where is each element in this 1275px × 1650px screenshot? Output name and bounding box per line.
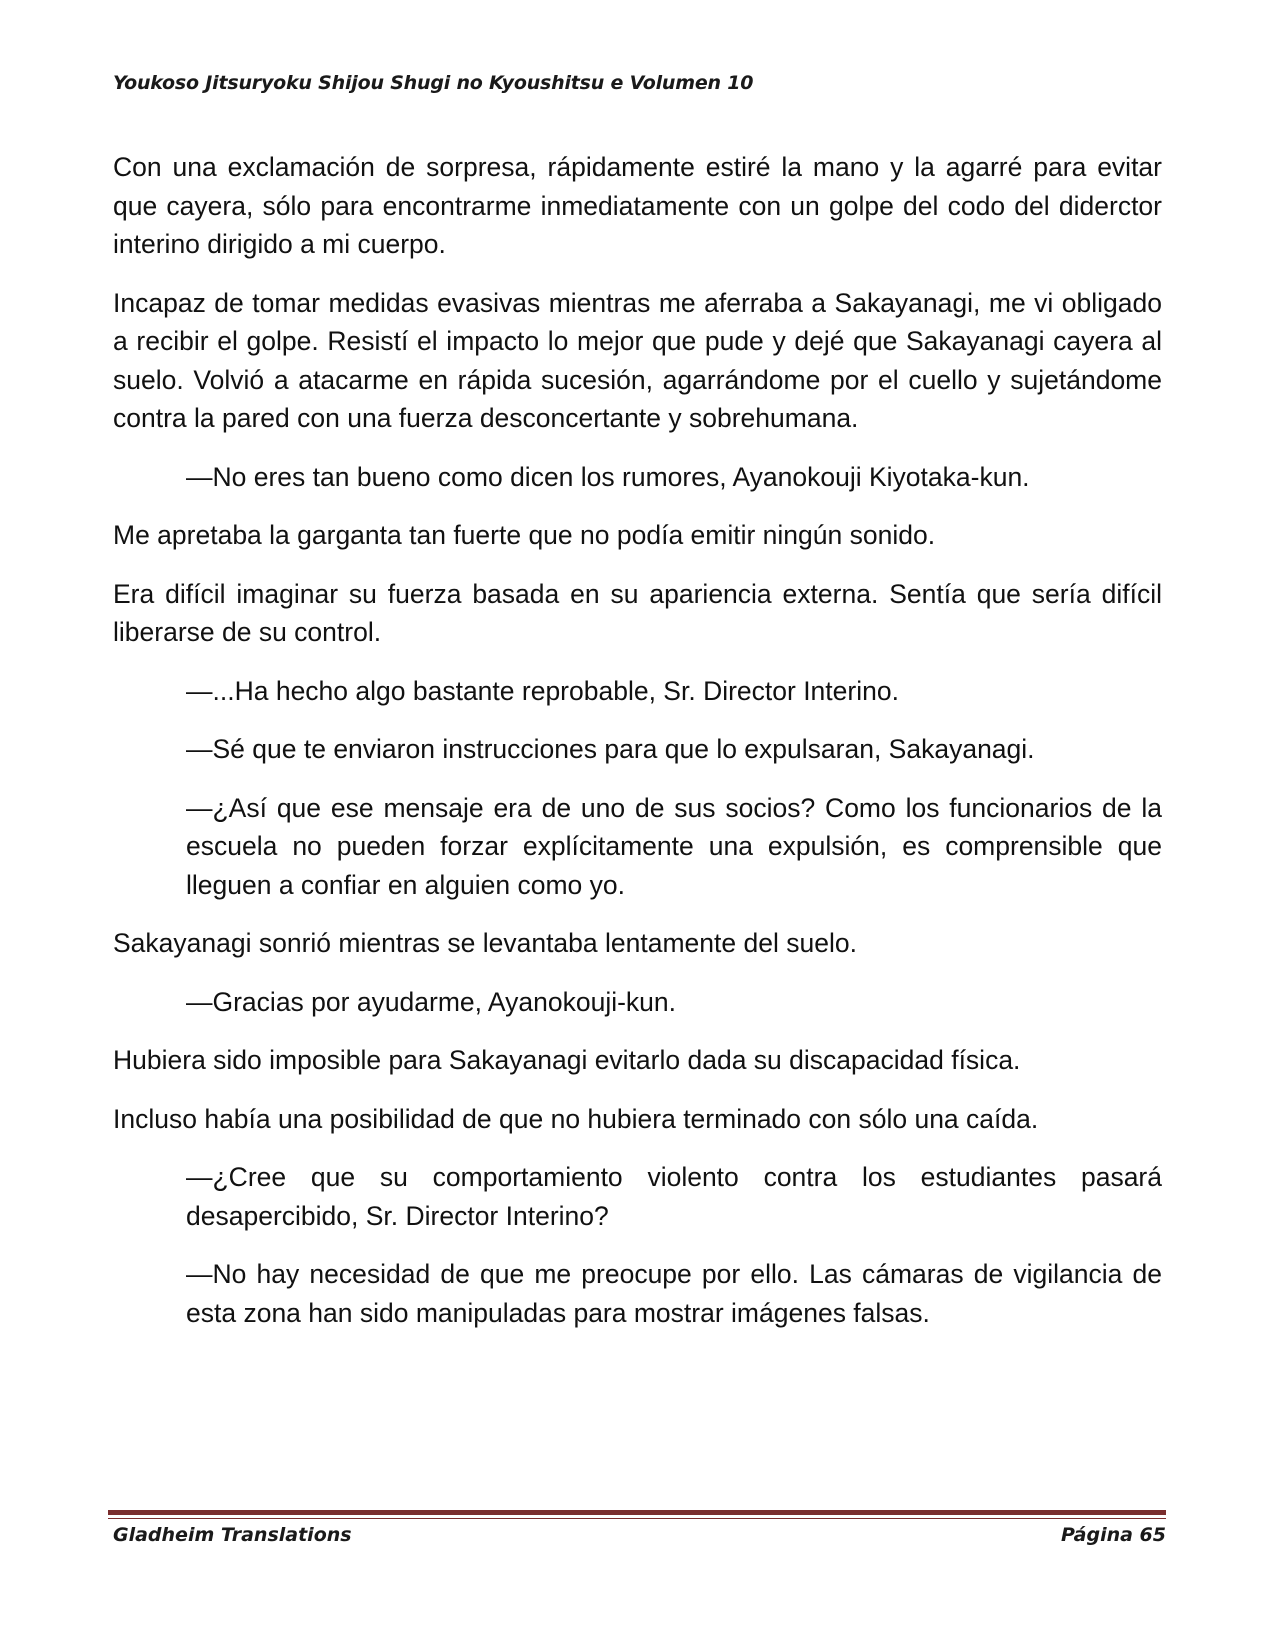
paragraph: Incluso había una posibilidad de que no hubiera terminado con sólo una caída. [113, 1103, 1039, 1134]
page-body [113, 148, 1162, 1352]
page-number: Página 65 [1060, 1524, 1166, 1546]
dialogue-line: —...Ha hecho algo bastante reprobable, Sr. Director Interino. [186, 675, 899, 706]
footer-divider-thin [108, 1518, 1166, 1519]
paragraph: Era difícil imaginar su fuerza basada en su apariencia externa. Sentía que sería difícil liberarse de su control. [113, 578, 1162, 647]
dialogue-line: —No hay necesidad de que me preocupe por ello. Las cámaras de vigilancia de esta zona han sido manipuladas para mostrar imágenes falsas. [186, 1259, 1162, 1328]
paragraph: Incapaz de tomar medidas evasivas mientras me aferraba a Sakayanagi, me vi obligado a recibir el golpe. Resistí el impacto lo mejor que pude y dejé que Sakayanagi cayera al suelo. Volvió a atacarme en rápida sucesión, agarrándome por el cuello y sujetándome contra la pared con una fuerza desconcertante y sobrehumana. [113, 287, 1162, 433]
dialogue-line: —No eres tan bueno como dicen los rumores, Ayanokouji Kiyotaka-kun. [186, 461, 1030, 492]
paragraph: Sakayanagi sonrió mientras se levantaba lentamente del suelo. [113, 928, 857, 958]
paragraph: Con una exclamación de sorpresa, rápidamente estiré la mano y la agarré para evitar que cayera, sólo para encontrarme inmediatamente con un golpe del codo del diderctor interino dirigido a mi cuerpo. [113, 152, 1162, 259]
dialogue-line: —¿Cree que su comportamiento violento contra los estudiantes pasará desapercibido, Sr. Director Interino? [186, 1162, 1162, 1231]
dialogue-line: —Gracias por ayudarme, Ayanokouji-kun. [186, 986, 677, 1017]
dialogue-line: —¿Así que ese mensaje era de uno de sus socios? Como los funcionarios de la escuela no pueden forzar explícitamente una expulsión, es comprensible que lleguen a confiar en alguien como yo. [186, 792, 1162, 900]
footer-divider [108, 1510, 1166, 1515]
footer-credit: Gladheim Translations [113, 1524, 352, 1546]
paragraph: Hubiera sido imposible para Sakayanagi evitarlo dada su discapacidad física. [113, 1045, 1021, 1075]
running-header: Youkoso Jitsuryoku Shijou Shugi no Kyoushitsu e Volumen 10 [113, 72, 754, 94]
paragraph: Me apretaba la garganta tan fuerte que no podía emitir ningún sonido. [113, 520, 936, 550]
dialogue-line: —Sé que te enviaron instrucciones para que lo expulsaran, Sakayanagi. [186, 734, 1035, 764]
